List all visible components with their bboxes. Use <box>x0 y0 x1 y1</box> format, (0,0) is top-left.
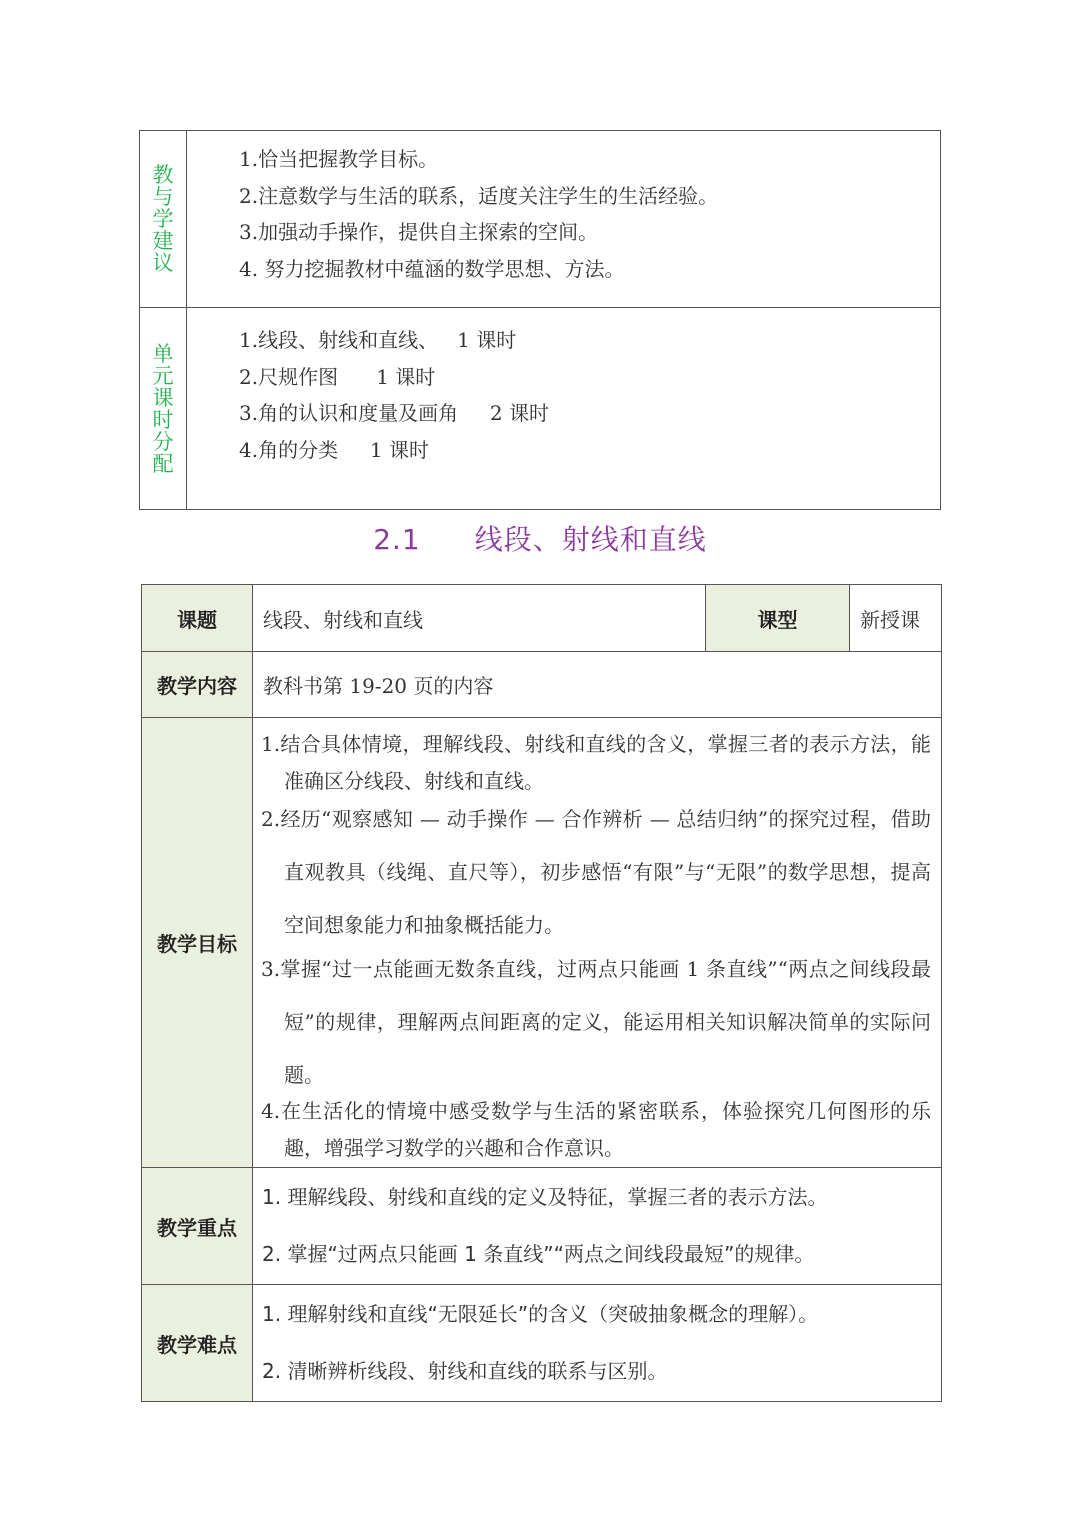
difficult-point: 2. 清晰辨析线段、射线和直线的联系与区别。 <box>262 1359 668 1383</box>
allocation-item: 2.尺规作图 1 课时 <box>239 364 436 389</box>
content-value: 教科书第 19-20 页的内容 <box>253 652 942 718</box>
suggestion-item: 3.加强动手操作，提供自主探索的空间。 <box>239 220 599 244</box>
label-char: 单 <box>152 341 174 366</box>
key-label: 教学重点 <box>142 1168 253 1285</box>
topic-value: 线段、射线和直线 <box>253 585 706 652</box>
section-heading <box>0 518 1080 558</box>
difficult-points <box>253 1285 942 1402</box>
suggestion-item: 4. 努力挖掘教材中蕴涵的数学思想、方法。 <box>239 256 625 281</box>
allocation-item: 3.角的认识和度量及画角 2 课时 <box>239 401 549 425</box>
key-points <box>253 1168 942 1285</box>
allocation-label <box>140 308 187 510</box>
key-point: 2. 掌握“过两点只能画 1 条直线”“两点之间线段最短”的规律。 <box>262 1242 815 1266</box>
goal-item: 3.掌握“过一点能画无数条直线，过两点只能画 1 条直线”“两点之间线段最短”的规律，理解两点间距离的定义，能运用相关知识解决简单的实际问题。 <box>261 957 931 1087</box>
label-char: 时 <box>152 407 174 432</box>
label-char: 分 <box>152 429 174 454</box>
goal-item: 4.在生活化的情境中感受数学与生活的紧密联系，体验探究几何图形的乐趣，增强学习数学的兴趣和合作意识。 <box>261 1099 931 1160</box>
label-char: 与 <box>152 185 174 209</box>
label-char: 议 <box>152 251 174 275</box>
goals-label: 教学目标 <box>142 718 253 1168</box>
allocation-content <box>187 308 941 510</box>
label-char: 配 <box>152 451 174 476</box>
label-char: 课 <box>152 385 174 410</box>
difficult-label: 教学难点 <box>142 1285 253 1402</box>
goals-content <box>253 718 942 1168</box>
suggestion-item: 2.注意数学与生活的联系，适度关注学生的生活经验。 <box>239 183 719 208</box>
section-title: 线段、射线和直线 <box>474 523 707 556</box>
type-value: 新授课 <box>850 585 942 652</box>
label-char: 教 <box>152 163 174 187</box>
section-number: 2.1 <box>373 523 421 556</box>
label-char: 元 <box>152 363 174 388</box>
suggestions-content <box>187 131 941 308</box>
type-label: 课型 <box>706 585 850 652</box>
suggestion-item: 1.恰当把握教学目标。 <box>239 147 439 171</box>
allocation-item: 4.角的分类 1 课时 <box>239 437 429 462</box>
goal-item: 2.经历“观察感知 — 动手操作 — 合作辨析 — 总结归纳”的探究过程，借助直观教具（线绳、直尺等），初步感悟“有限”与“无限”的数学思想，提高空间想象能力和抽象概括能力。 <box>261 807 931 937</box>
unit-info-table <box>139 130 941 510</box>
goal-item: 1.结合具体情境，理解线段、射线和直线的含义，掌握三者的表示方法，能准确区分线段、射线和直线。 <box>261 732 931 793</box>
suggestions-label <box>140 131 187 308</box>
topic-label: 课题 <box>142 585 253 652</box>
key-point: 1. 理解线段、射线和直线的定义及特征，掌握三者的表示方法。 <box>262 1185 828 1209</box>
label-char: 学 <box>152 207 174 231</box>
label-char: 建 <box>152 229 174 253</box>
content-label: 教学内容 <box>142 652 253 718</box>
difficult-point: 1. 理解射线和直线“无限延长”的含义（突破抽象概念的理解）。 <box>262 1302 819 1326</box>
lesson-plan-table <box>141 584 942 1402</box>
allocation-item: 1.线段、射线和直线、 1 课时 <box>239 328 517 352</box>
